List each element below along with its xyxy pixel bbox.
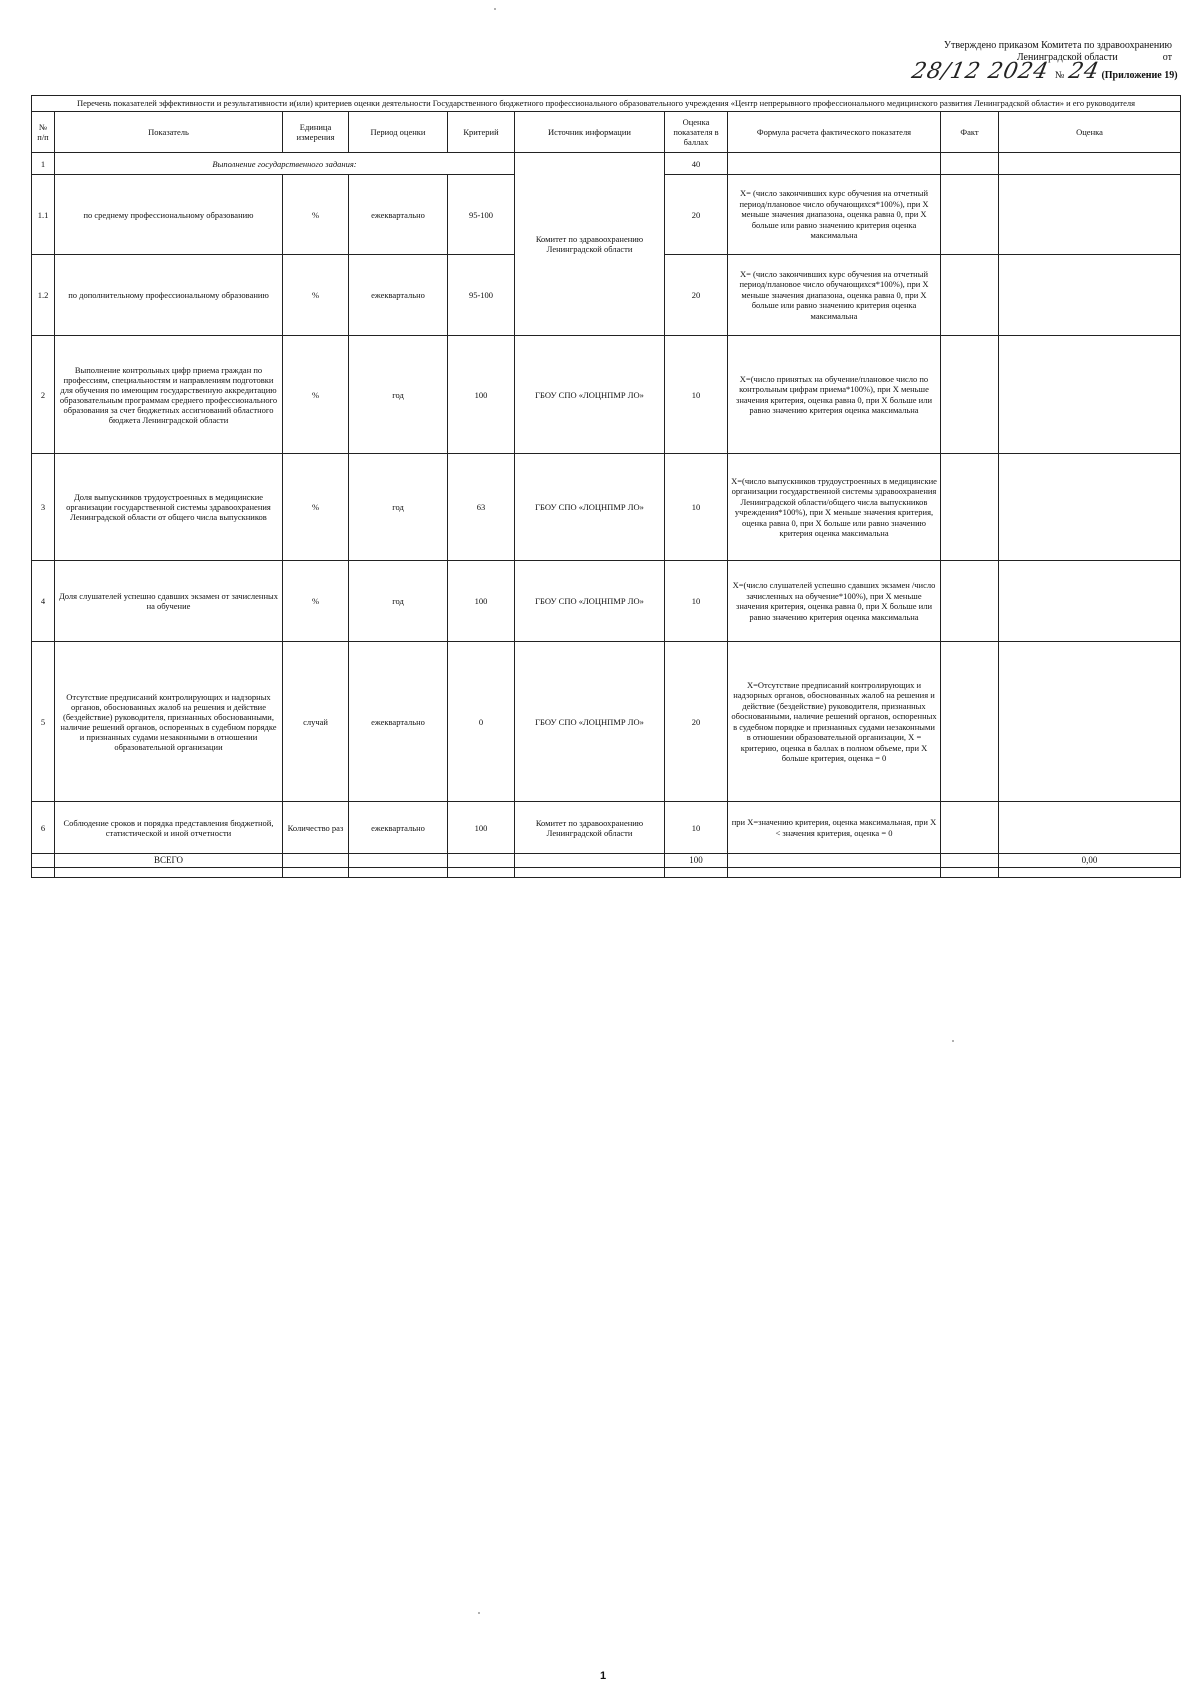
row-criterion: 100 <box>448 561 515 642</box>
tail-cell <box>55 868 283 878</box>
total-formula <box>728 854 941 868</box>
header-formula: Формула расчета фактического показателя <box>728 112 941 153</box>
row-period: ежеквартально <box>349 255 448 336</box>
header-source: Источник информации <box>515 112 665 153</box>
row-score: 40 <box>665 153 728 175</box>
row-criterion: 95-100 <box>448 255 515 336</box>
row-source: ГБОУ СПО «ЛОЦНПМР ЛО» <box>515 561 665 642</box>
header-unit: Единица измерения <box>283 112 349 153</box>
header-row <box>32 112 1181 153</box>
total-score: 100 <box>665 854 728 868</box>
row-period: ежеквартально <box>349 802 448 854</box>
row-formula: X=(число слушателей успешно сдавших экзамен /число зачисленных на обучение*100%), при X меньше значения критерия, оценка равна 0, при X больше или равно значению критерия оценка максимальна <box>728 561 941 642</box>
row-num: 4 <box>32 561 55 642</box>
row-criterion: 95-100 <box>448 175 515 255</box>
approval-line: Утверждено приказом Комитета по здравоохранению <box>943 40 1172 51</box>
total-source <box>515 854 665 868</box>
page-number: 1 <box>600 1670 607 1682</box>
header-num: № п/п <box>32 112 55 153</box>
row-score: 10 <box>665 561 728 642</box>
row-score: 20 <box>665 255 728 336</box>
row-criterion: 0 <box>448 642 515 802</box>
tail-cell <box>941 868 999 878</box>
row-formula: X= (число закончивших курс обучения на отчетный период/плановое число обучающихся*100%), при X меньше значения диапазона, оценка равна 0, при X больше или равно значению критерия оценка максимальна <box>728 175 941 255</box>
row-fact <box>941 642 999 802</box>
tail-cell <box>283 868 349 878</box>
row-unit: случай <box>283 642 349 802</box>
header-indicator: Показатель <box>55 112 283 153</box>
row-unit: % <box>283 561 349 642</box>
row-period: год <box>349 336 448 454</box>
row-source: ГБОУ СПО «ЛОЦНПМР ЛО» <box>515 336 665 454</box>
row-criterion: 63 <box>448 454 515 561</box>
row-fact <box>941 175 999 255</box>
table-caption: Перечень показателей эффективности и результативности и(или) критериев оценки деятельности Государственного бюджетного профессионального образовательного учреждения «Центр непрерывного профессионального медицинского развития Ленинградской области» и его руководителя <box>32 96 1181 112</box>
row-formula: X=(число принятых на обучение/плановое число по контрольным цифрам приема*100%), при X меньше значения критерия, оценка равна 0, при X больше или равно значению критерия оценка максимальна <box>728 336 941 454</box>
row-rating <box>999 336 1181 454</box>
approval-region: Ленинградской области <box>1016 52 1118 63</box>
header-score: Оценка показателя в баллах <box>665 112 728 153</box>
scan-speck <box>952 1040 954 1042</box>
row-fact <box>941 255 999 336</box>
tail-cell <box>349 868 448 878</box>
row-score: 10 <box>665 454 728 561</box>
row-num: 6 <box>32 802 55 854</box>
row-formula: при X=значению критерия, оценка максимальная, при X < значения критерия, оценка = 0 <box>728 802 941 854</box>
row-indicator: Доля слушателей успешно сдавших экзамен от зачисленных на обучение <box>55 561 283 642</box>
total-period <box>349 854 448 868</box>
tail-cell <box>32 868 55 878</box>
row-fact <box>941 454 999 561</box>
row-rating <box>999 255 1181 336</box>
row-indicator: Соблюдение сроков и порядка представления бюджетной, статистической и иной отчетности <box>55 802 283 854</box>
row-fact <box>941 802 999 854</box>
header-fact: Факт <box>941 112 999 153</box>
row-source: Комитет по здравоохранению Ленинградской области <box>515 153 665 336</box>
total-num <box>32 854 55 868</box>
table-row <box>32 561 1181 642</box>
table-row <box>32 454 1181 561</box>
approval-signature-line <box>909 59 1178 88</box>
row-indicator: по среднему профессиональному образованию <box>55 175 283 255</box>
row-period: ежеквартально <box>349 175 448 255</box>
total-rating: 0,00 <box>999 854 1181 868</box>
row-num: 1.1 <box>32 175 55 255</box>
row-formula <box>728 153 941 175</box>
row-unit: % <box>283 255 349 336</box>
row-score: 20 <box>665 175 728 255</box>
table-row <box>32 153 1181 175</box>
total-criterion <box>448 854 515 868</box>
row-fact <box>941 153 999 175</box>
row-rating <box>999 802 1181 854</box>
header-period: Период оценки <box>349 112 448 153</box>
indicators-table <box>31 95 1181 878</box>
total-unit <box>283 854 349 868</box>
row-formula: X=(число выпускников трудоустроенных в медицинские организации государственной системы здравоохранения Ленинградской области/общего числа выпускников учреждения*100%), при X меньше значения критерия, оценка равна 0, при X больше или равно значению критерия оценка максимальна <box>728 454 941 561</box>
table-row <box>32 336 1181 454</box>
tail-cell <box>448 868 515 878</box>
tail-cell <box>665 868 728 878</box>
scan-speck <box>478 1612 480 1614</box>
row-criterion: 100 <box>448 802 515 854</box>
row-rating <box>999 561 1181 642</box>
approval-stamp <box>909 40 1178 88</box>
row-indicator: Выполнение государственного задания: <box>55 153 515 175</box>
handwritten-date: 28/12 2024 <box>909 59 1052 84</box>
tail-cell <box>728 868 941 878</box>
row-score: 20 <box>665 642 728 802</box>
row-unit: % <box>283 454 349 561</box>
approval-from: от <box>1162 52 1172 63</box>
appendix-label: (Приложение 19) <box>1101 70 1178 81</box>
tail-cell <box>999 868 1181 878</box>
row-period: ежеквартально <box>349 642 448 802</box>
table-row <box>32 802 1181 854</box>
row-rating <box>999 642 1181 802</box>
row-rating <box>999 175 1181 255</box>
indicator-sheet <box>31 95 1180 878</box>
row-indicator: по дополнительному профессиональному образованию <box>55 255 283 336</box>
row-period: год <box>349 561 448 642</box>
tail-cell <box>515 868 665 878</box>
row-unit: % <box>283 336 349 454</box>
row-criterion: 100 <box>448 336 515 454</box>
blank-tail-row <box>32 868 1181 878</box>
handwritten-number: 24 <box>1066 59 1102 84</box>
row-fact <box>941 336 999 454</box>
row-num: 5 <box>32 642 55 802</box>
number-sign: № <box>1054 70 1065 81</box>
row-rating <box>999 454 1181 561</box>
total-label: ВСЕГО <box>55 854 283 868</box>
row-num: 2 <box>32 336 55 454</box>
header-rating: Оценка <box>999 112 1181 153</box>
total-row <box>32 854 1181 868</box>
row-rating <box>999 153 1181 175</box>
row-source: ГБОУ СПО «ЛОЦНПМР ЛО» <box>515 454 665 561</box>
row-source: ГБОУ СПО «ЛОЦНПМР ЛО» <box>515 642 665 802</box>
row-source: Комитет по здравоохранению Ленинградской области <box>515 802 665 854</box>
row-num: 1.2 <box>32 255 55 336</box>
row-formula: X= (число закончивших курс обучения на отчетный период/плановое число обучающихся*100%), при X меньше значения диапазона, оценка равна 0, при X больше или равно значению критерия оценка максимальна <box>728 255 941 336</box>
row-unit: % <box>283 175 349 255</box>
table-row <box>32 642 1181 802</box>
row-formula: X=Отсутствие предписаний контролирующих и надзорных органов, обоснованных жалоб на решения и действие (бездействие) руководителя, признанных обоснованными, наличие решений органов, оспоренных в судебном порядке и признанных судами незаконными в отношении образовательной организации, X = критерию, оценка в баллах в полном объеме, при X больше критерия, оценка = 0 <box>728 642 941 802</box>
total-fact <box>941 854 999 868</box>
row-unit: Количество раз <box>283 802 349 854</box>
row-fact <box>941 561 999 642</box>
row-indicator: Отсутствие предписаний контролирующих и надзорных органов, обоснованных жалоб на решения и действие (бездействие) руководителя, признанных обоснованными, наличие решений органов, оспоренных в судебном порядке и признанных судами незаконными в отношении образовательной организации <box>55 642 283 802</box>
scan-speck <box>494 8 496 10</box>
row-score: 10 <box>665 336 728 454</box>
row-indicator: Доля выпускников трудоустроенных в медицинские организации государственной системы здравоохранения Ленинградской области от общего числа выпускников <box>55 454 283 561</box>
row-score: 10 <box>665 802 728 854</box>
header-criterion: Критерий <box>448 112 515 153</box>
row-period: год <box>349 454 448 561</box>
row-num: 1 <box>32 153 55 175</box>
row-num: 3 <box>32 454 55 561</box>
row-indicator: Выполнение контрольных цифр приема граждан по профессиям, специальностям и направлениям подготовки для обучения по имеющим государственную аккредитацию образовательным программам среднего профессионального образования за счет бюджетных ассигнований областного бюджета Ленинградской области <box>55 336 283 454</box>
